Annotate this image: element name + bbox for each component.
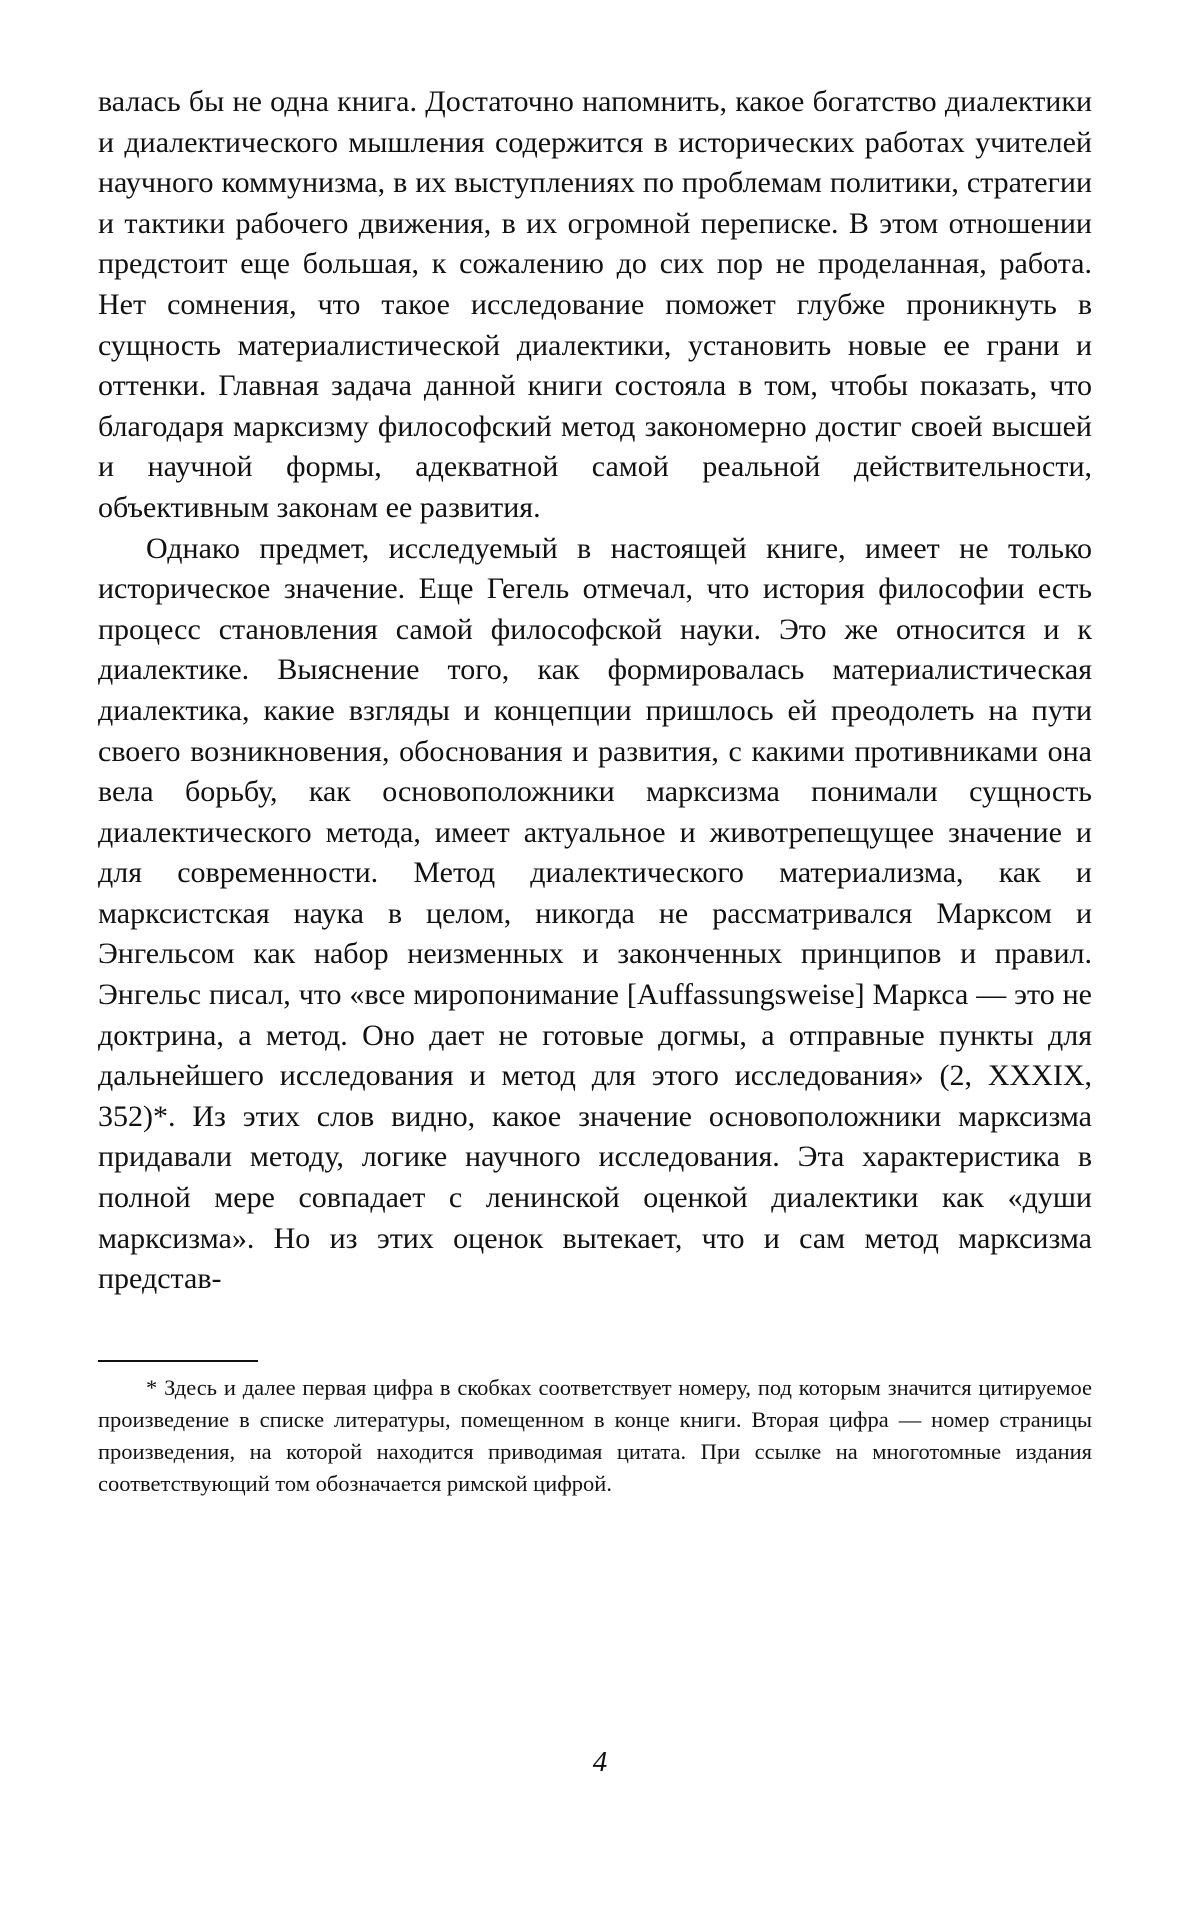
footnote: * Здесь и далее первая цифра в скобках соответствует номеру, под которым значится цитируемое произведение в списке литературы, помещенном в конце книги. Вторая цифра — номер страницы произведения, на которой находится приводимая цитата. При ссылке на многотомные издания соответствующий том обозначается римской цифрой.: [98, 1374, 1092, 1496]
paragraph-1: валась бы не одна книга. Достаточно напомнить, какое богатство диалектики и диалектического мышления содержится в исторических работах учителей научного коммунизма, в их выступлениях по проблемам политики, стратегии и тактики рабочего движения, в их огромной переписке. В этом отношении предстоит еще большая, к сожалению до сих пор не проделанная, работа. Нет сомнения, что такое исследование поможет глубже проникнуть в сущность материалистической диалектики, установить новые ее грани и оттенки. Главная задача данной книги состояла в том, чтобы показать, что благодаря марксизму философский метод закономерно достиг своей высшей и научной формы, адекватной самой реальной действительности, объективным законам ее развития.: [98, 85, 1092, 524]
footnote-divider: [98, 1360, 258, 1362]
paragraph-2: Однако предмет, исследуемый в настоящей книге, имеет не только историческое значение. Еще Гегель отмечал, что история философии есть процесс становления самой философской науки. Это же относится и к диалектике. Выяснение того, как формировалась материалистическая диалектика, какие взгляды и концепции пришлось ей преодолеть на пути своего возникновения, обоснования и развития, с какими противниками она вела борьбу, как основоположники марксизма понимали сущность диалектического метода, имеет актуальное и животрепещущее значение и для современности. Метод диалектического материализма, как и марксистская наука в целом, никогда не рассматривался Марксом и Энгельсом как набор неизменных и законченных принципов и правил. Энгельс писал, что «все миропонимание [Auffassungsweise] Маркса — это не доктрина, а метод. Оно дает не готовые догмы, а отправные пункты для дальнейшего исследования и метод для этого исследования» (2, XXXIX, 352)*. Из этих слов видно, какое значение основоположники марксизма придавали методу, логике научного исследования. Эта характеристика в полной мере совпадает с ленинской оценкой диалектики как «души марксизма». Но из этих оценок вытекает, что и сам метод марксизма представ-: [98, 531, 1092, 1296]
main-text: [98, 82, 1092, 1300]
page-number: 4: [592, 1746, 608, 1778]
